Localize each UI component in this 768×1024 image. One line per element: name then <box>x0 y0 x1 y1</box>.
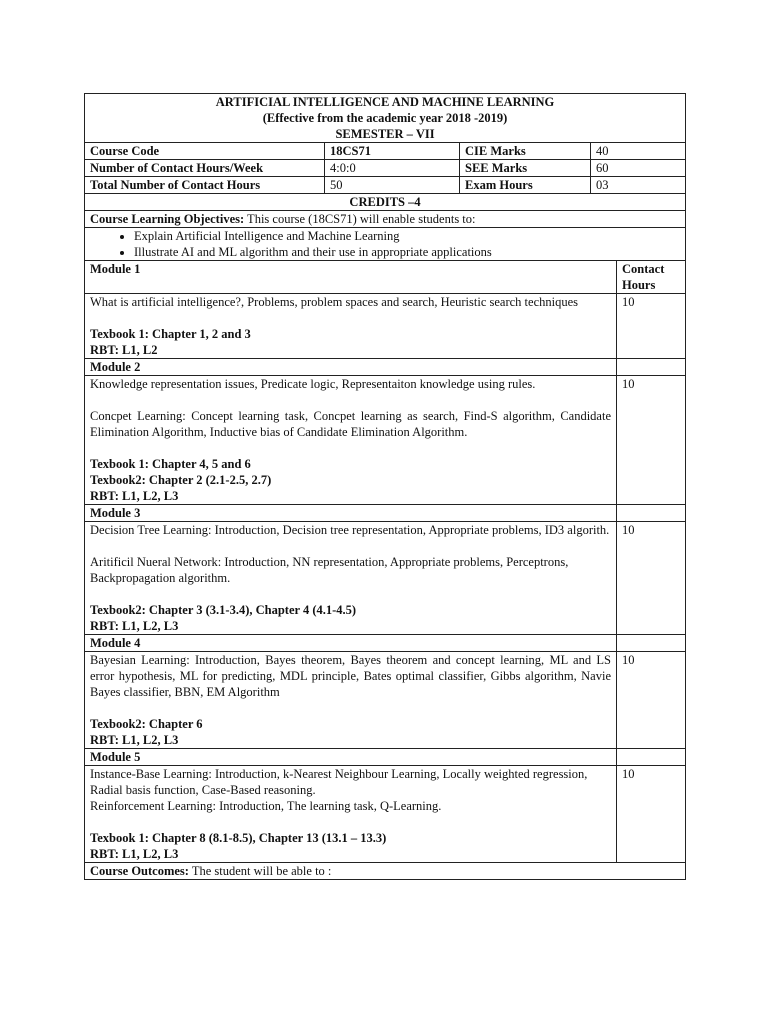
module-rbt: RBT: L1, L2, L3 <box>90 847 179 861</box>
module-textbook: Texbook 1: Chapter 4, 5 and 6 <box>90 457 251 471</box>
info-label2: CIE Marks <box>460 143 591 160</box>
outcomes-label: Course Outcomes: <box>90 864 189 878</box>
module-topics: Aritificil Nueral Network: Introduction, NN representation, Appropriate problems, Perceptrons, Backpropagation algorithm. <box>90 555 569 585</box>
module-content <box>85 522 617 635</box>
course-header <box>85 94 686 143</box>
outcomes-text: The student will be able to : <box>188 864 332 878</box>
info-row <box>85 177 686 194</box>
module-content <box>85 376 617 505</box>
module-content <box>85 652 617 749</box>
info-value: 4:0:0 <box>325 160 460 177</box>
module-header-row <box>85 359 686 376</box>
contact-hours-header: Contact Hours <box>617 261 686 294</box>
objectives-label: Course Learning Objectives: <box>90 212 245 226</box>
info-row <box>85 160 686 177</box>
semester: SEMESTER – VII <box>335 127 435 141</box>
info-label: Total Number of Contact Hours <box>85 177 325 194</box>
info-row <box>85 143 686 160</box>
module-rbt: RBT: L1, L2, L3 <box>90 619 179 633</box>
module-title: Module 4 <box>85 635 617 652</box>
module-hours: 10 <box>617 522 686 635</box>
module-topics: Bayesian Learning: Introduction, Bayes theorem, Bayes theorem and concept learning, ML and LS error hypothesis, ML for predicting, MDL principle, Bates optimal classifier, Gibbs algorithm, Navie Bayes classifier, BBN, EM Algorithm <box>90 653 611 699</box>
module-topics: Reinforcement Learning: Introduction, The learning task, Q-Learning. <box>90 799 442 813</box>
header-row <box>85 94 686 143</box>
module-content <box>85 294 617 359</box>
objective-item: • Illustrate AI and ML algorithm and their use in appropriate applications <box>134 244 680 260</box>
module-topics: Concpet Learning: Concept learning task, Concpet learning as search, Find-S algorithm, Candidate Elimination Algorithm, Inductive bias of Candidate Elimination Algorithm. <box>90 409 611 439</box>
module-rbt: RBT: L1, L2, L3 <box>90 489 179 503</box>
syllabus-table <box>84 93 686 880</box>
module-content-row <box>85 652 686 749</box>
module-content-row <box>85 522 686 635</box>
module-title: Module 2 <box>85 359 617 376</box>
objectives-intro <box>85 211 686 228</box>
module-title: Module 1 <box>85 261 617 294</box>
objectives-row <box>85 211 686 228</box>
info-label: Number of Contact Hours/Week <box>85 160 325 177</box>
objectives-list-cell <box>85 228 686 261</box>
module-textbook: Texbook 1: Chapter 8 (8.1-8.5), Chapter 13 (13.1 – 13.3) <box>90 831 387 845</box>
module-textbook: Texbook2: Chapter 6 <box>90 717 203 731</box>
info-label: Course Code <box>85 143 325 160</box>
info-value2: 60 <box>591 160 686 177</box>
info-value: 50 <box>325 177 460 194</box>
module-header-empty <box>617 635 686 652</box>
module-header-row <box>85 505 686 522</box>
module-header-row <box>85 749 686 766</box>
module-topics: Decision Tree Learning: Introduction, Decision tree representation, Appropriate problems, ID3 algorith. <box>90 523 610 537</box>
objectives-list <box>90 228 680 260</box>
module-textbook: Texbook2: Chapter 3 (3.1-3.4), Chapter 4 (4.1-4.5) <box>90 603 357 617</box>
module-hours: 10 <box>617 652 686 749</box>
outcomes-row <box>85 863 686 880</box>
module-hours: 10 <box>617 376 686 505</box>
objectives-list-row <box>85 228 686 261</box>
module-content-row <box>85 766 686 863</box>
module-topics: What is artificial intelligence?, Problems, problem spaces and search, Heuristic search techniques <box>90 295 579 309</box>
module-header-row <box>85 635 686 652</box>
module-header-empty <box>617 505 686 522</box>
outcomes <box>85 863 686 880</box>
credits-row <box>85 194 686 211</box>
credits: CREDITS –4 <box>85 194 686 211</box>
module-header-empty <box>617 749 686 766</box>
module-rbt: RBT: L1, L2, L3 <box>90 733 179 747</box>
module-textbook: Texbook 1: Chapter 1, 2 and 3 <box>90 327 251 341</box>
module-content-row <box>85 294 686 359</box>
info-label2: SEE Marks <box>460 160 591 177</box>
module-header-row <box>85 261 686 294</box>
info-value2: 40 <box>591 143 686 160</box>
objectives-text: This course (18CS71) will enable students to: <box>244 212 476 226</box>
info-label2: Exam Hours <box>460 177 591 194</box>
module-rbt: RBT: L1, L2 <box>90 343 158 357</box>
module-hours: 10 <box>617 766 686 863</box>
module-title: Module 3 <box>85 505 617 522</box>
info-value2: 03 <box>591 177 686 194</box>
module-content <box>85 766 617 863</box>
module-topics: Knowledge representation issues, Predicate logic, Representaiton knowledge using rules. <box>90 377 536 391</box>
course-title: ARTIFICIAL INTELLIGENCE AND MACHINE LEARNING <box>215 95 555 109</box>
module-topics: Instance-Base Learning: Introduction, k-Nearest Neighbour Learning, Locally weighted regression, Radial basis function, Case-Based reasoning. <box>90 767 588 797</box>
info-value: 18CS71 <box>325 143 460 160</box>
module-header-empty <box>617 359 686 376</box>
module-textbook: Texbook2: Chapter 2 (2.1-2.5, 2.7) <box>90 473 272 487</box>
module-title: Module 5 <box>85 749 617 766</box>
objective-item: • Explain Artificial Intelligence and Machine Learning <box>134 228 680 244</box>
module-content-row <box>85 376 686 505</box>
syllabus-page <box>84 93 685 880</box>
module-hours: 10 <box>617 294 686 359</box>
effective-year: (Effective from the academic year 2018 -2019) <box>262 111 508 125</box>
